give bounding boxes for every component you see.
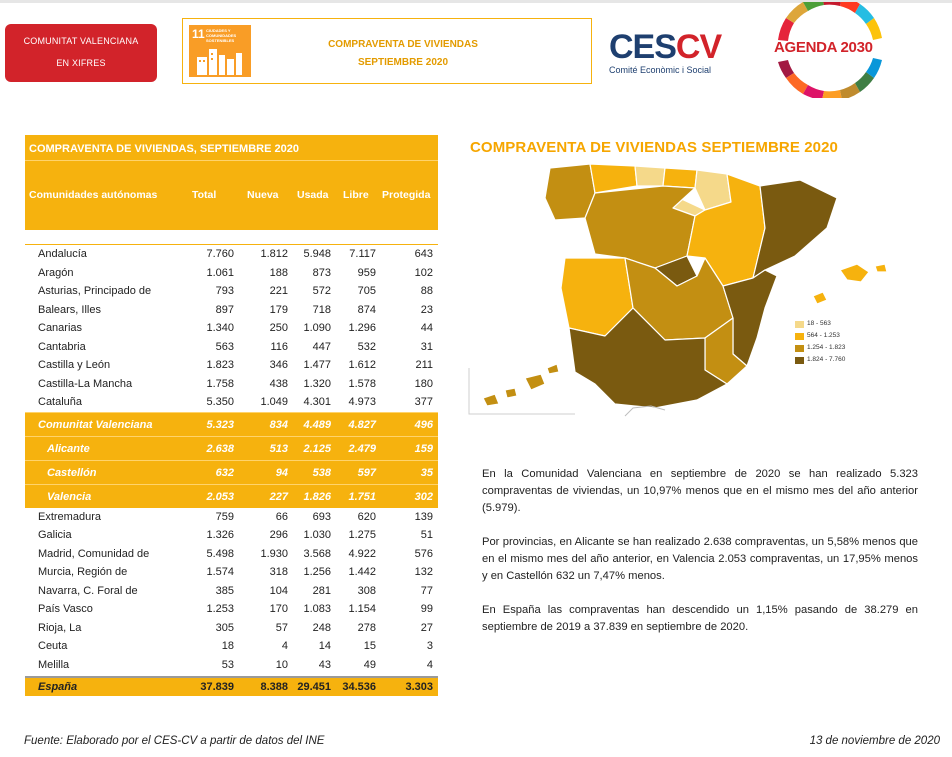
badge-line-2: EN XIFRES [56,58,106,68]
table-cell: 302 [414,490,433,503]
table-cell: 179 [269,303,288,316]
region-canarias [525,374,545,390]
table-row [25,282,438,301]
table-cell: 532 [357,340,376,353]
table-cell: 188 [269,266,288,279]
table-cell: 563 [215,340,234,353]
table-cell: 14 [318,640,331,652]
row-name: Cantabria [38,340,86,353]
legend-label: 564 - 1.253 [807,332,840,339]
cv-logo-text: CV [675,28,722,66]
table-cell: 643 [414,248,433,260]
table-cell: 94 [275,466,288,479]
table-cell: 897 [215,303,234,316]
city-buildings-icon [195,45,245,75]
table-cell: 718 [312,303,331,316]
table-header [25,160,438,230]
table-cell: 1.574 [206,566,234,578]
table-row [25,264,438,283]
table-row [25,526,438,545]
table-cell: 1.154 [348,603,376,615]
region-asturias [590,164,637,193]
table-row [25,656,438,675]
region-castilla-y-leon [585,186,695,268]
table-cell: 4.301 [303,396,331,408]
table-cell: 227 [269,490,288,503]
table-cell: 102 [414,266,433,279]
table-cell: 1.049 [260,396,288,408]
table-cell: 4.489 [303,418,331,431]
row-name: Rioja, La [38,621,82,634]
table-cell: 2.053 [206,490,234,503]
table-cell: 1.275 [348,529,376,541]
table-cell: 305 [215,621,234,634]
table-cell: 759 [215,510,234,523]
table-cell: 44 [420,322,433,334]
comunitat-valenciana-badge[interactable] [5,24,157,82]
legend-swatch [795,345,804,352]
row-name: Extremadura [38,510,101,523]
table-cell: 4.973 [348,396,376,408]
table-cell: 281 [312,584,331,597]
row-name: Valencia [47,490,92,503]
table-cell: 23 [420,303,433,316]
legend-label: 1.254 - 1.823 [807,344,846,351]
table-cell: 1.826 [303,490,331,503]
table-cell: 1.751 [348,490,376,503]
table-cell: 170 [269,603,288,615]
table-cell: 1.758 [206,377,234,390]
table-cell: 139 [414,510,433,523]
table-cell: 180 [414,377,433,390]
table-cell: 874 [357,303,376,316]
table-row [25,245,438,264]
table-cell: 447 [312,340,331,353]
table-cell: 1.061 [206,266,234,279]
col-header-usada: Usada [297,189,329,201]
sdg-text: CIUDADES Y COMUNIDADES SOSTENIBLES [206,28,237,43]
table-cell: 1.253 [206,603,234,615]
table-cell: 2.125 [303,442,331,455]
table-cell: 99 [420,603,433,615]
table-row [25,508,438,527]
table-cell: 1.477 [303,359,331,371]
table-row-total [25,676,438,696]
title-line-1: COMPRAVENTA DE VIVIENDAS [328,39,478,50]
table-cell: 18 [221,640,234,652]
row-name: Andalucía [38,248,87,260]
table-cell: 538 [312,466,331,479]
table-cell: 318 [269,566,288,578]
table-cell: 3 [426,640,433,652]
summary-text [482,466,918,653]
table-body-bottom [25,508,438,675]
col-header-total: Total [192,189,217,201]
legend-swatch [795,357,804,364]
table-cell: 1.442 [348,566,376,578]
row-name: Melilla [38,658,70,671]
row-name: Ceuta [38,640,68,652]
table-row [25,436,438,460]
region-cantabria [635,166,665,186]
table-cell: 4.827 [348,418,376,431]
report-title-box [182,18,592,84]
table-body-top [25,245,438,412]
table-cell: 7.760 [206,248,234,260]
row-name: Madrid, Comunidad de [38,547,150,560]
paragraph-cv: En la Comunidad Valenciana en septiembre de 2020 se han realizado 5.323 compraventas de viviendas, un 10,97% menos que en el mismo mes del año anterior (5.979). [482,468,918,514]
row-name: Alicante [47,442,90,455]
table-cell: 57 [275,621,288,634]
row-name: Castilla-La Mancha [38,377,133,390]
table-cell: 572 [312,285,331,297]
row-name: Canarias [38,322,83,334]
legend-label: 1.824 - 7.760 [807,356,846,363]
table-row [25,356,438,375]
table-cell: 2.638 [206,442,234,455]
col-header-region: Comunidades autónomas [29,189,158,201]
row-name: Aragón [38,266,74,279]
table-row [25,412,438,436]
table-cell: 27 [420,621,433,634]
table-cell: 377 [414,396,433,408]
total-name: España [38,681,78,693]
table-cell: 705 [357,285,376,297]
table-cell: 1.340 [206,322,234,334]
table-cell: 159 [414,442,433,455]
row-name: Murcia, Región de [38,566,128,578]
total-cell: 3.303 [405,681,433,693]
table-cell: 834 [269,418,288,431]
table-cell: 1.083 [303,603,331,615]
table-cell: 88 [420,285,433,297]
spain-map-svg [465,158,905,420]
table-cell: 49 [363,658,376,671]
paragraph-provincias: Por provincias, en Alicante se han realizado 2.638 compraventas, un 5,58% menos que en el mismo mes del año anterior, en Valencia 2.053 compraventas, un 17,95% menos y en Castellón 632 un 7,47% menos. [482,536,918,582]
table-cell: 308 [357,584,376,597]
table-cell: 31 [420,340,433,353]
badge-line-1: COMUNITAT VALENCIANA [23,36,139,46]
table-cell: 1.256 [303,566,331,578]
ces-logo-text: CES [609,28,676,66]
table-cell: 51 [420,529,433,541]
table-cell: 1.578 [348,377,376,390]
table-cell: 15 [363,640,376,652]
table-row [25,393,438,412]
col-header-libre: Libre [343,189,369,201]
region-cataluna [753,180,837,278]
table-cell: 53 [221,658,234,671]
table-cell: 4 [426,658,433,671]
row-name: País Vasco [38,603,93,615]
table-cell: 496 [414,418,433,431]
table-row [25,582,438,601]
table-cell: 1.030 [303,529,331,541]
table-cell: 296 [269,529,288,541]
row-name: Balears, Illes [38,303,101,316]
table-cell: 7.117 [349,248,376,260]
table-cell: 1.090 [303,322,331,334]
table-cell: 4 [281,640,288,652]
table-cell: 385 [215,584,234,597]
table-cell: 278 [357,621,376,634]
table-body-cv [25,412,438,508]
row-name: Asturias, Principado de [38,285,152,297]
compraventa-table [25,135,438,696]
table-cell: 35 [420,466,433,479]
row-name: Galicia [38,529,72,541]
cescv-subtitle: Comité Econòmic i Social [609,65,712,75]
table-cell: 793 [215,285,234,297]
total-cell: 34.536 [342,681,376,693]
row-name: Comunitat Valenciana [38,418,153,431]
table-cell: 77 [420,584,433,597]
legend-label: 18 - 563 [807,320,831,327]
table-cell: 597 [357,466,376,479]
title-line-2: SEPTIEMBRE 2020 [357,57,449,68]
table-cell: 513 [269,442,288,455]
table-row [25,619,438,638]
table-cell: 1.326 [206,529,234,541]
row-name: Castilla y León [38,359,111,371]
table-cell: 1.823 [206,359,234,371]
table-cell: 4.922 [348,547,376,560]
table-cell: 693 [312,510,331,523]
table-cell: 1.812 [260,248,288,260]
table-row [25,319,438,338]
table-cell: 5.948 [303,248,331,260]
table-cell: 2.479 [348,442,376,455]
table-cell: 5.498 [206,547,234,560]
table-cell: 1.320 [303,377,331,390]
table-cell: 346 [269,359,288,371]
agenda-2030-text: AGENDA 2030 [774,39,873,56]
table-row [25,484,438,508]
table-cell: 620 [357,510,376,523]
row-name: Cataluña [38,396,83,408]
table-row [25,375,438,394]
total-cell: 29.451 [297,681,331,693]
table-cell: 132 [414,566,433,578]
table-row [25,338,438,357]
table-row [25,460,438,484]
publication-date: 13 de noviembre de 2020 [809,735,940,747]
table-row [25,563,438,582]
table-cell: 221 [269,285,288,297]
table-row [25,545,438,564]
cescv-logo[interactable] [609,30,721,75]
map-title: COMPRAVENTA DE VIVIENDAS SEPTIEMBRE 2020 [470,139,838,156]
table-title: COMPRAVENTA DE VIVIENDAS, SEPTIEMBRE 2020 [25,135,438,160]
table-cell: 632 [215,466,234,479]
table-cell: 438 [269,377,288,390]
table-cell: 248 [312,621,331,634]
col-header-protegida: Protegida [382,189,431,201]
table-row [25,600,438,619]
agenda-2030-logo[interactable] [760,2,900,98]
table-cell: 104 [269,584,288,597]
sdg-number: 11 [192,27,205,41]
table-cell: 959 [357,266,376,279]
col-header-nueva: Nueva [247,189,279,201]
table-cell: 10 [275,658,288,671]
row-name: Navarra, C. Foral de [38,584,138,597]
table-cell: 116 [270,340,288,353]
table-cell: 3.568 [303,547,331,560]
region-pais-vasco [663,168,697,188]
table-cell: 211 [415,359,433,371]
paragraph-espana: En España las compraventas han descendido un 1,15% pasando de 38.279 en septiembre de 2019 a 37.839 en septiembre de 2020. [482,604,918,633]
total-cell: 8.388 [260,681,288,693]
table-cell: 1.930 [260,547,288,560]
table-cell: 250 [269,322,288,334]
table-cell: 873 [312,266,331,279]
table-spacer [25,230,438,245]
total-cell: 37.839 [200,681,234,693]
sdg-11-icon [189,25,251,77]
region-baleares [840,264,869,282]
table-cell: 576 [414,547,433,560]
table-cell: 43 [318,658,331,671]
legend-swatch [795,333,804,340]
row-name: Castellón [47,466,97,479]
table-cell: 1.296 [348,322,376,334]
legend-swatch [795,321,804,328]
table-cell: 66 [275,510,288,523]
table-row [25,301,438,320]
source-note: Fuente: Elaborado por el CES-CV a partir de datos del INE [24,735,325,747]
table-cell: 5.350 [206,396,234,408]
table-cell: 5.323 [206,418,234,431]
table-row [25,637,438,656]
spain-choropleth-map [465,158,905,420]
table-cell: 1.612 [348,359,376,371]
